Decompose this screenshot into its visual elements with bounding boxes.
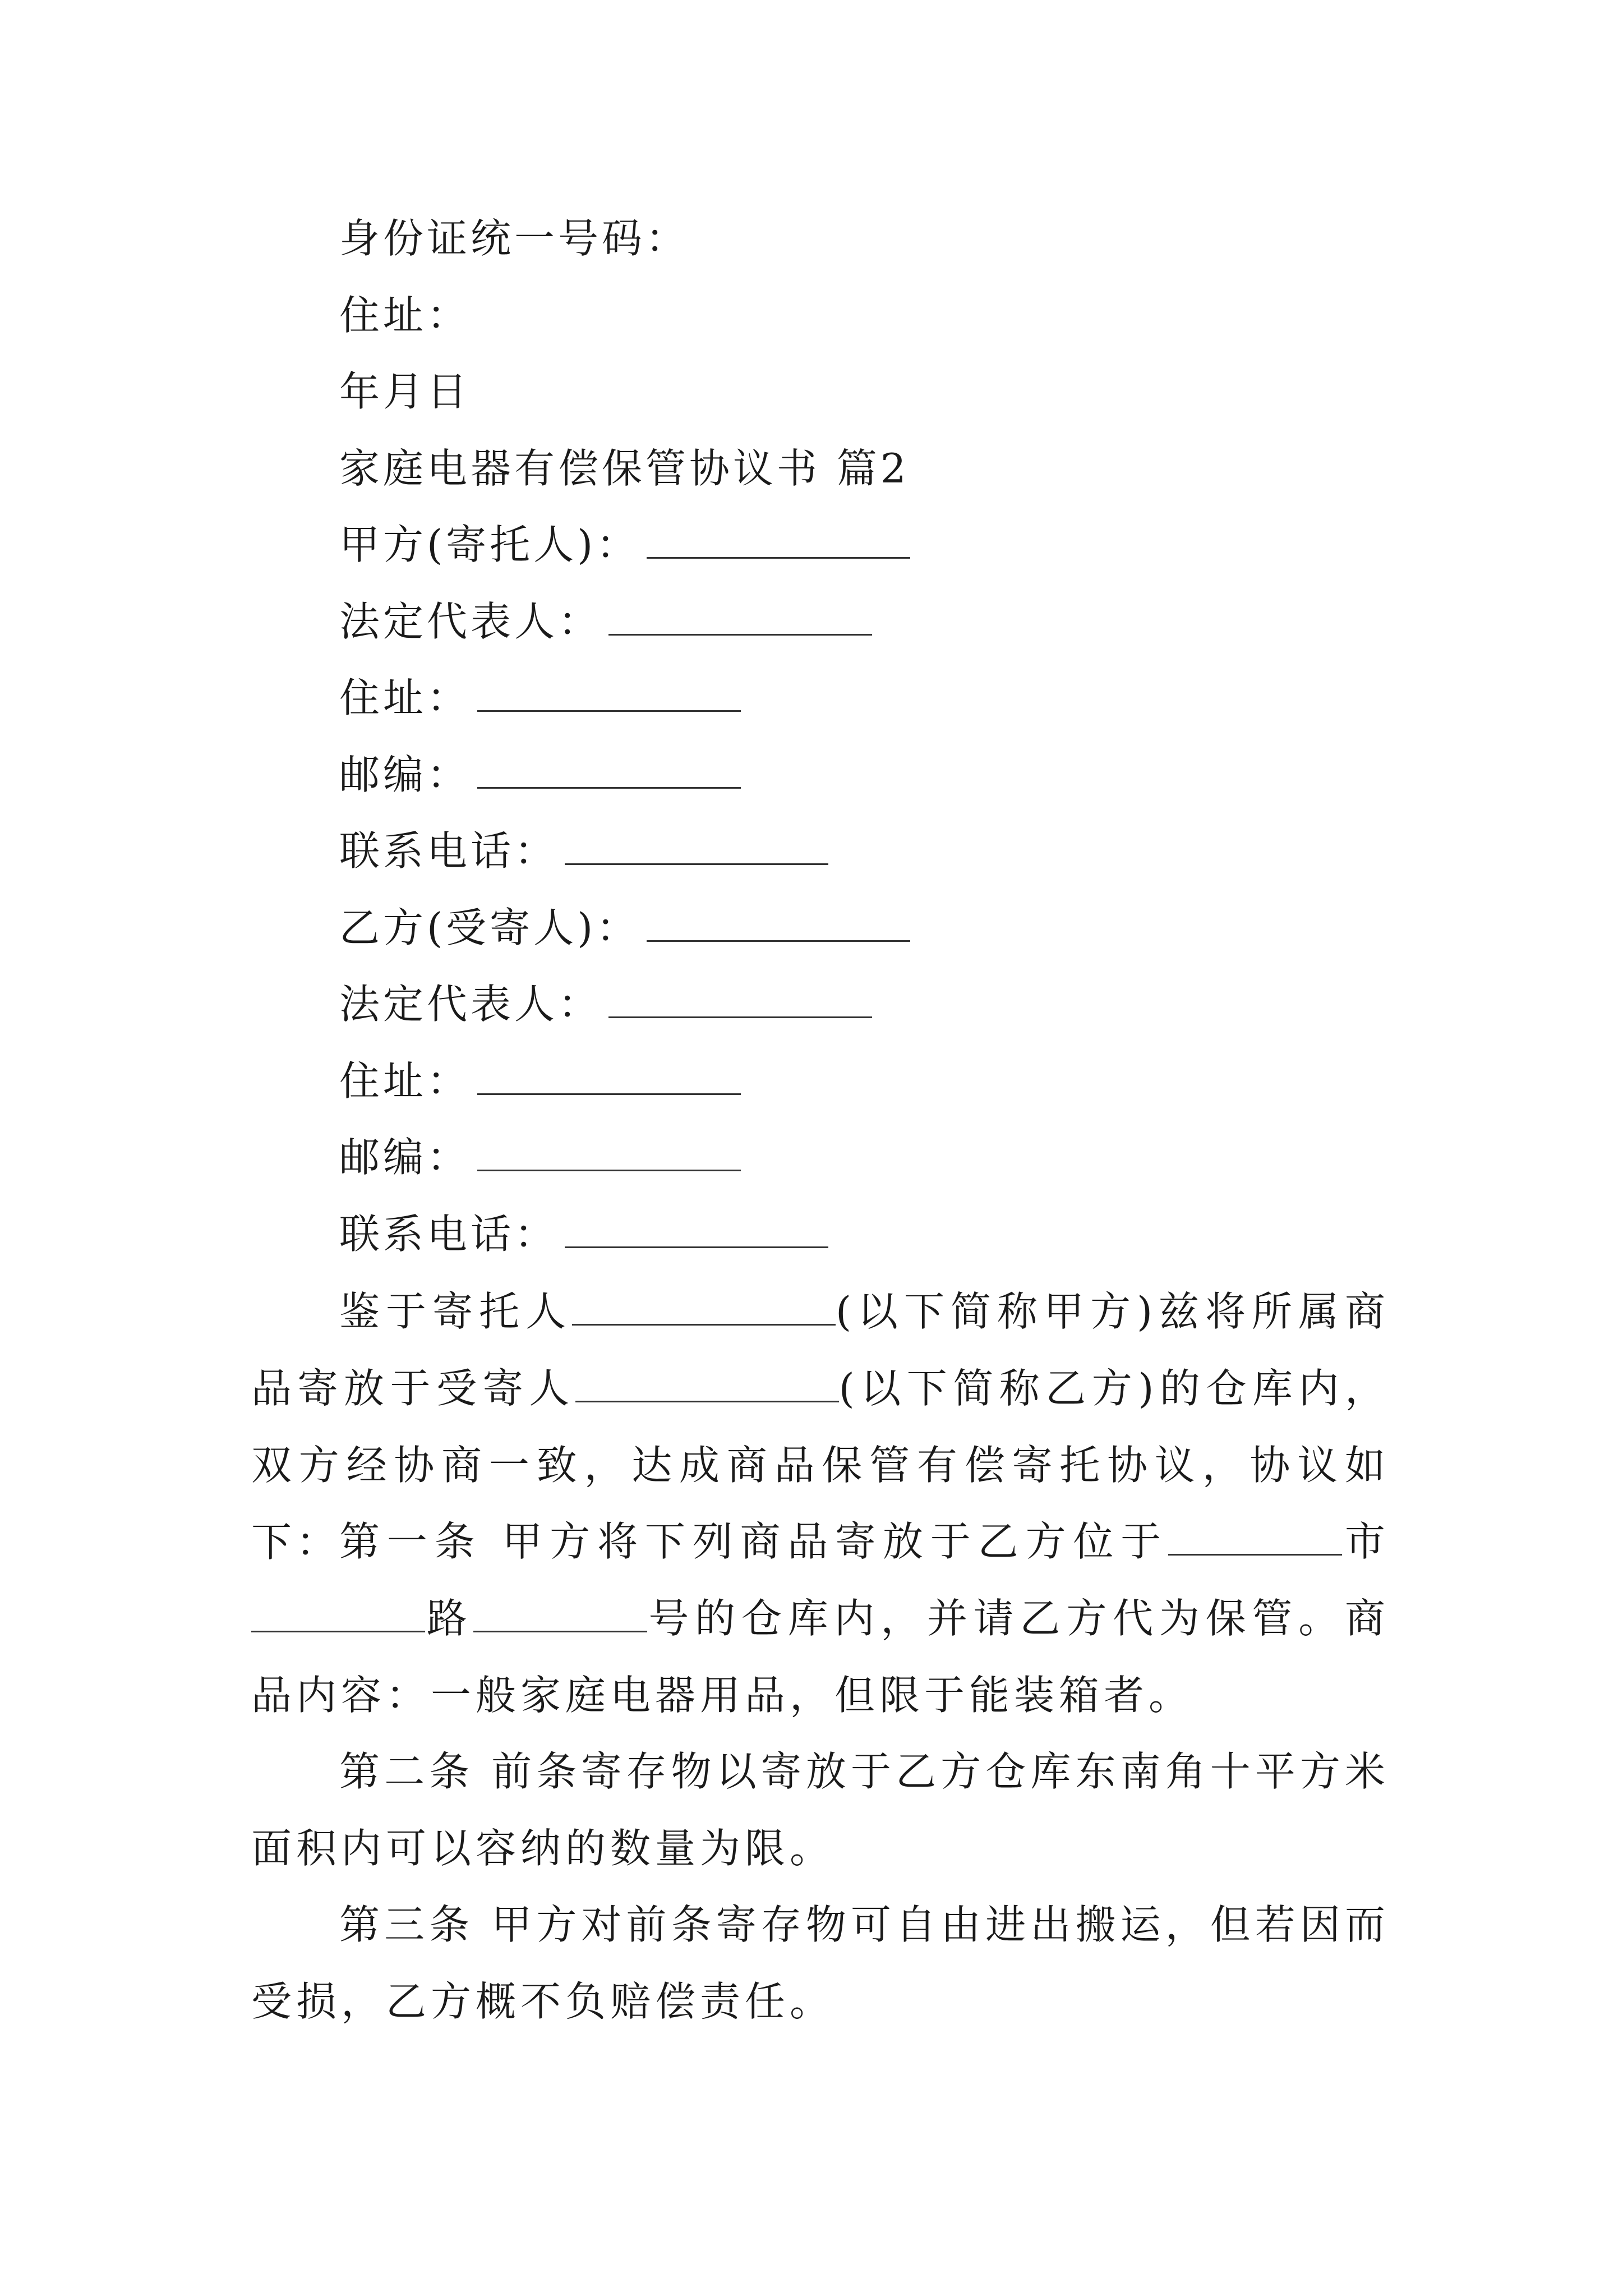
party-b-rep-blank bbox=[608, 983, 872, 1018]
party-a-name-blank bbox=[647, 523, 910, 559]
article-3-paragraph: 第三条 甲方对前条寄存物可自由进出搬运，但若因而受损，乙方概不负赔偿责任。 bbox=[251, 1901, 1390, 2025]
party-b-address bbox=[339, 1053, 741, 1109]
preamble-party-b-blank bbox=[575, 1367, 839, 1402]
preamble-part2: (以下简称甲方)兹将所属商品寄放于受寄人 bbox=[251, 1288, 1390, 1412]
party-a-postcode-blank bbox=[477, 753, 741, 789]
party-b-address-blank bbox=[477, 1060, 741, 1095]
article-1-part3: 路 bbox=[425, 1595, 473, 1642]
party-b-phone-label: 联系电话： bbox=[339, 1211, 559, 1258]
party-b-rep bbox=[339, 976, 872, 1032]
party-a-rep bbox=[339, 593, 872, 650]
party-a-address-blank bbox=[477, 677, 741, 712]
article-1-part2: 市 bbox=[1342, 1518, 1390, 1565]
party-b-rep-label: 法定代表人： bbox=[339, 981, 602, 1028]
party-b-phone-blank bbox=[565, 1213, 828, 1248]
party-a-postcode bbox=[339, 747, 741, 803]
article-1-part1: 第一条 甲方将下列商品寄放于乙方位于 bbox=[339, 1518, 1169, 1565]
party-a-heading bbox=[339, 517, 910, 573]
party-b-postcode-blank bbox=[477, 1136, 741, 1171]
party-b-address-label: 住址： bbox=[339, 1057, 471, 1105]
date-label: 年月日 bbox=[339, 368, 471, 415]
party-a-phone-label: 联系电话： bbox=[339, 827, 559, 875]
article-1-road-blank bbox=[251, 1597, 425, 1632]
party-a-postcode-label: 邮编： bbox=[339, 751, 471, 798]
party-b-postcode bbox=[339, 1129, 741, 1185]
article-1-part4: 号的仓库内，并请乙方代为保管。商品内容：一般家庭电器用品，但限于能装箱者。 bbox=[251, 1595, 1390, 1719]
preamble-party-a-blank bbox=[572, 1290, 836, 1326]
address-label: 住址： bbox=[339, 292, 471, 339]
party-a-address-label: 住址： bbox=[339, 674, 471, 721]
article-1-city-blank bbox=[1168, 1520, 1342, 1556]
article-2-paragraph: 第二条 前条寄存物以寄放于乙方仓库东南角十平方米面积内可以容纳的数量为限。 bbox=[251, 1748, 1390, 1872]
article-1-paragraph bbox=[251, 1503, 1390, 1734]
party-b-heading-label: 乙方(受寄人)： bbox=[339, 904, 640, 951]
party-a-heading-label: 甲方(寄托人)： bbox=[339, 521, 640, 568]
party-a-phone bbox=[339, 823, 828, 879]
party-b-postcode-label: 邮编： bbox=[339, 1134, 471, 1181]
party-a-phone-blank bbox=[565, 830, 828, 865]
article-1-number-blank bbox=[473, 1597, 647, 1632]
id-number-label: 身份证统一号码： bbox=[339, 215, 690, 262]
party-b-heading bbox=[339, 900, 910, 956]
preamble-part1: 鉴于寄托人 bbox=[339, 1288, 572, 1335]
party-a-address bbox=[339, 670, 741, 726]
party-b-name-blank bbox=[647, 907, 910, 942]
section-title: 家庭电器有偿保管协议书 篇2 bbox=[339, 445, 910, 492]
party-a-rep-label: 法定代表人： bbox=[339, 598, 602, 645]
party-b-phone bbox=[339, 1206, 828, 1262]
party-a-rep-blank bbox=[608, 600, 872, 636]
preamble-part3: (以下简称乙方)的仓库内，双方经协商一致，达成商品保管有偿寄托协议，协议如下： bbox=[251, 1365, 1390, 1566]
